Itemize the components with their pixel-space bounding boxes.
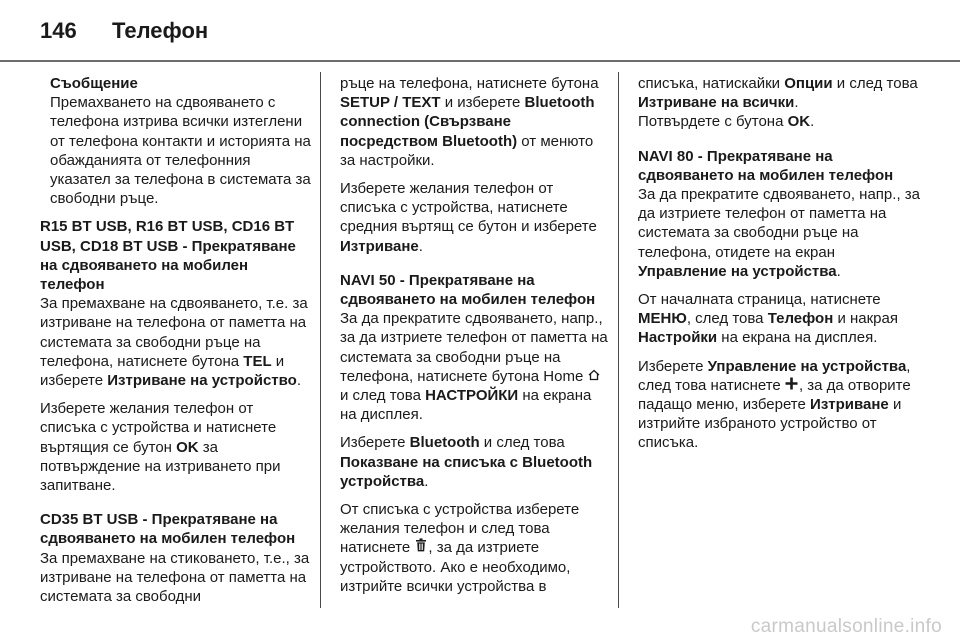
page-number: 146 [40,18,77,43]
watermark: carmanualsonline.info [750,616,942,637]
paragraph: За премахване на сдвояването, т.е. за изтриване на телефона от паметта на системата за свободни ръце на телефона, натиснете бутона TEL и изберете Изтриване на устройство. [40,295,308,390]
paragraph: ръце на телефона, натиснете бутона SETUP / TEXT и изберете Bluetooth connection (Свързване посредством Bluetooth) от менюто за настройки. [340,75,599,169]
paragraph: Изберете Bluetooth и след това Показване на списъка с Bluetooth устройства. [340,434,593,490]
note-title: Съобщение [50,75,138,92]
section-heading: NAVI 80 - Прекратяване на сдвояването на мобилен телефон [638,147,894,184]
paragraph: списъка, натискайки Опции и след това Изтриване на всички. [638,75,918,112]
column-2 [340,74,610,596]
paragraph: Изберете Управление на устройства, след това натиснете , за да отворите падащо меню, изберете Изтриване и изтрийте избраното устройство от списъка. [638,357,911,452]
paragraph: За да прекратите сдвояването, напр., за да изтриете телефон от паметта на системата за свободни ръце на телефона, натиснете бутона Home и след това НАСТРОЙКИ на екрана на дисплея. [340,310,608,424]
paragraph: Изберете желания телефон от списъка с устройства и натиснете въртящия се бутон OK за потвърждение на изтриването при запитване. [40,400,281,495]
header-rule [0,60,960,62]
section-heading: CD35 BT USB - Прекратяване на сдвояването на мобилен телефон [40,511,296,548]
page-header [0,0,960,62]
paragraph: Изберете желания телефон от списъка с устройства, натиснете средния въртящ се бутон и изберете Изтриване. [340,180,597,255]
paragraph: От списъка с устройства изберете желания телефон и след това натиснете , за да изтриете устройството. Ако е необходимо, изтрийте всички устройства в [340,501,580,595]
paragraph: Потвърдете с бутона OK. [638,113,815,131]
column-1 [40,74,312,606]
column-separator [618,72,619,608]
column-3 [638,74,920,453]
plus-icon [785,376,799,395]
trash-icon [414,538,428,557]
home-icon [587,367,601,386]
section-heading: NAVI 50 - Прекратяване на сдвояването на мобилен телефон [340,271,596,309]
note-text: Премахването на сдвояването с телефона изтрива всички изтеглени от телефона контакти и историята на обажданията от телефонния указател за телефона в системата за свободни ръце. [50,94,311,208]
page-title: Телефон [112,18,209,43]
paragraph: От началната страница, натиснете МЕНЮ, след това Телефон и накрая Настройки на екрана на дисплея. [638,291,898,347]
paragraph: За премахване на стиковането, т.е., за изтриване на телефона от паметта на системата за свободни [40,549,310,606]
note-box [40,74,312,208]
section-heading: R15 BT USB, R16 BT USB, CD16 BT USB, CD18 BT USB - Прекратяване на сдвояването на мобилен телефон [40,218,296,294]
column-separator [320,72,321,608]
paragraph: За да прекратите сдвояването, напр., за да изтриете телефон от паметта на системата за свободни ръце на телефона, отидете на екран Управление на устройства. [638,186,920,280]
